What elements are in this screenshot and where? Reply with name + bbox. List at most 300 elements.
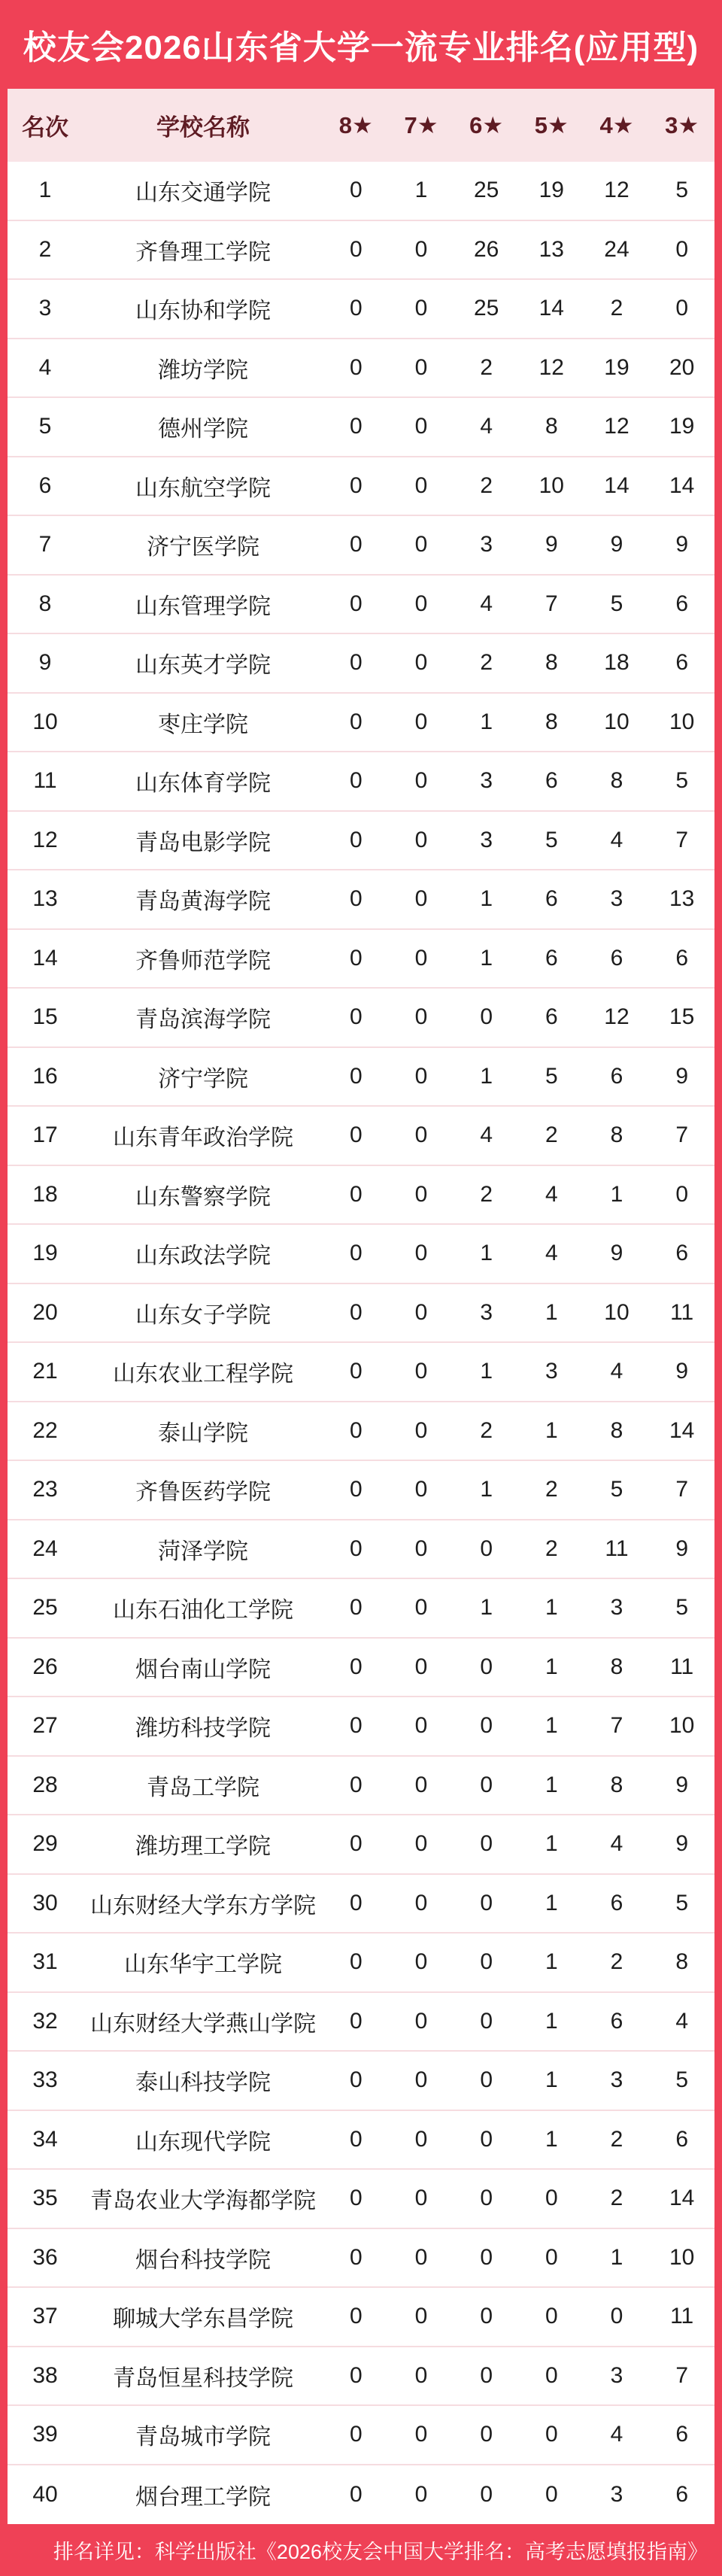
count-7star: 0 xyxy=(414,1654,428,1679)
table-row xyxy=(8,1815,714,1875)
rank-value: 20 xyxy=(32,1299,58,1325)
school-name: 枣庄学院 xyxy=(158,712,248,737)
count-3star: 6 xyxy=(675,650,688,676)
count-5star: 6 xyxy=(545,1004,558,1030)
count-8star: 0 xyxy=(349,414,363,439)
count-4star: 3 xyxy=(610,1595,623,1621)
count-3star: 7 xyxy=(675,827,688,852)
count-5star: 6 xyxy=(545,886,558,912)
table-row xyxy=(8,1166,714,1226)
count-5star: 0 xyxy=(545,2304,558,2329)
count-3star: 5 xyxy=(675,178,688,203)
table-row xyxy=(8,1225,714,1284)
count-7star: 0 xyxy=(414,2481,428,2507)
table-row xyxy=(8,162,714,221)
count-8star: 0 xyxy=(349,1122,363,1148)
school-name: 齐鲁理工学院 xyxy=(135,239,271,265)
count-7star: 0 xyxy=(414,236,428,262)
count-5star: 1 xyxy=(545,2008,558,2034)
count-3star: 7 xyxy=(675,1477,688,1502)
count-4star: 24 xyxy=(604,236,629,262)
count-3star: 14 xyxy=(669,2186,695,2211)
count-4star: 7 xyxy=(610,1713,623,1739)
count-5star: 1 xyxy=(545,1417,558,1443)
school-name: 山东协和学院 xyxy=(135,299,271,324)
column-header-6star: 6★ xyxy=(469,111,504,138)
count-8star: 0 xyxy=(349,1595,363,1621)
count-6star: 1 xyxy=(480,1241,493,1266)
table-row xyxy=(8,2406,714,2465)
count-7star: 0 xyxy=(414,768,428,794)
table-row xyxy=(8,752,714,812)
count-5star: 1 xyxy=(545,2126,558,2152)
count-6star: 26 xyxy=(473,236,499,262)
count-4star: 12 xyxy=(604,1004,629,1030)
count-3star: 9 xyxy=(675,1772,688,1797)
rank-value: 33 xyxy=(32,2067,58,2093)
school-name: 济宁学院 xyxy=(158,1066,248,1092)
count-7star: 0 xyxy=(414,1536,428,1561)
count-5star: 14 xyxy=(538,296,564,321)
school-name: 山东交通学院 xyxy=(135,181,271,206)
count-6star: 4 xyxy=(480,414,493,439)
count-8star: 0 xyxy=(349,709,363,734)
table-row xyxy=(8,2288,714,2347)
count-6star: 0 xyxy=(480,2067,493,2093)
count-6star: 4 xyxy=(480,591,493,616)
count-3star: 9 xyxy=(675,1063,688,1089)
school-name: 菏泽学院 xyxy=(158,1539,248,1564)
count-7star: 0 xyxy=(414,709,428,734)
count-7star: 1 xyxy=(414,178,428,203)
school-name: 聊城大学东昌学院 xyxy=(113,2307,293,2332)
school-name: 烟台南山学院 xyxy=(135,1657,271,1682)
count-7star: 0 xyxy=(414,296,428,321)
count-5star: 1 xyxy=(545,1772,558,1797)
count-3star: 5 xyxy=(675,1890,688,1915)
count-4star: 3 xyxy=(610,2067,623,2093)
rank-value: 39 xyxy=(32,2422,58,2447)
table-row xyxy=(8,280,714,339)
table-row xyxy=(8,1934,714,1993)
count-7star: 0 xyxy=(414,1831,428,1857)
rank-value: 21 xyxy=(32,1359,58,1384)
count-6star: 0 xyxy=(480,2008,493,2034)
rank-value: 2 xyxy=(38,236,52,262)
table-row xyxy=(8,1402,714,1462)
count-3star: 0 xyxy=(675,236,688,262)
table-row xyxy=(8,1757,714,1816)
count-4star: 2 xyxy=(610,1949,623,1975)
count-7star: 0 xyxy=(414,414,428,439)
count-8star: 0 xyxy=(349,2126,363,2152)
school-name: 泰山科技学院 xyxy=(135,2070,271,2096)
count-6star: 1 xyxy=(480,1063,493,1089)
count-6star: 4 xyxy=(480,1122,493,1148)
count-4star: 10 xyxy=(604,1299,629,1325)
count-4star: 10 xyxy=(604,709,629,734)
count-7star: 0 xyxy=(414,2304,428,2329)
count-8star: 0 xyxy=(349,2304,363,2329)
count-7star: 0 xyxy=(414,1713,428,1739)
count-8star: 0 xyxy=(349,2067,363,2093)
count-4star: 4 xyxy=(610,1831,623,1857)
school-name: 青岛滨海学院 xyxy=(135,1007,271,1033)
count-8star: 0 xyxy=(349,1713,363,1739)
count-8star: 0 xyxy=(349,827,363,852)
count-5star: 8 xyxy=(545,650,558,676)
table-row xyxy=(8,930,714,989)
count-7star: 0 xyxy=(414,1595,428,1621)
count-8star: 0 xyxy=(349,1949,363,1975)
count-8star: 0 xyxy=(349,1477,363,1502)
rank-value: 30 xyxy=(32,1890,58,1915)
school-name: 青岛恒星科技学院 xyxy=(113,2365,293,2391)
rank-value: 1 xyxy=(38,178,52,203)
school-name: 潍坊学院 xyxy=(158,357,248,383)
school-name: 齐鲁师范学院 xyxy=(135,948,271,974)
rank-value: 29 xyxy=(32,1831,58,1857)
table-row xyxy=(8,339,714,399)
count-8star: 0 xyxy=(349,2481,363,2507)
count-4star: 5 xyxy=(610,591,623,616)
school-name: 山东青年政治学院 xyxy=(113,1125,293,1151)
count-7star: 0 xyxy=(414,1122,428,1148)
count-6star: 3 xyxy=(480,768,493,794)
count-8star: 0 xyxy=(349,1004,363,1030)
rank-value: 26 xyxy=(32,1654,58,1679)
count-7star: 0 xyxy=(414,2244,428,2270)
rank-value: 40 xyxy=(32,2481,58,2507)
count-6star: 3 xyxy=(480,827,493,852)
column-header-4star: 4★ xyxy=(599,111,634,138)
count-7star: 0 xyxy=(414,827,428,852)
count-8star: 0 xyxy=(349,1890,363,1915)
school-name: 齐鲁医药学院 xyxy=(135,1480,271,1505)
page-title: 校友会2026山东省大学一流专业排名(应用型) xyxy=(23,29,699,66)
count-6star: 2 xyxy=(480,1181,493,1207)
school-name: 山东华宇工学院 xyxy=(124,1952,282,1978)
rank-value: 3 xyxy=(38,296,52,321)
count-5star: 2 xyxy=(545,1536,558,1561)
table-row xyxy=(8,1107,714,1166)
count-6star: 25 xyxy=(473,178,499,203)
rank-value: 13 xyxy=(32,886,58,912)
count-8star: 0 xyxy=(349,1417,363,1443)
count-4star: 8 xyxy=(610,1417,623,1443)
count-6star: 1 xyxy=(480,1595,493,1621)
count-8star: 0 xyxy=(349,472,363,498)
table-row xyxy=(8,989,714,1048)
count-6star: 0 xyxy=(480,1654,493,1679)
rank-value: 31 xyxy=(32,1949,58,1975)
count-4star: 0 xyxy=(610,2304,623,2329)
school-name: 山东农业工程学院 xyxy=(113,1362,293,1387)
count-5star: 1 xyxy=(545,1831,558,1857)
count-8star: 0 xyxy=(349,1654,363,1679)
count-6star: 1 xyxy=(480,709,493,734)
rank-value: 9 xyxy=(38,650,52,676)
school-name: 青岛农业大学海都学院 xyxy=(90,2189,316,2214)
table-row xyxy=(8,1993,714,2052)
rank-value: 36 xyxy=(32,2244,58,2270)
count-3star: 0 xyxy=(675,1181,688,1207)
count-7star: 0 xyxy=(414,354,428,380)
rank-value: 12 xyxy=(32,827,58,852)
count-5star: 8 xyxy=(545,414,558,439)
count-6star: 0 xyxy=(480,2244,493,2270)
count-3star: 20 xyxy=(669,354,695,380)
count-8star: 0 xyxy=(349,886,363,912)
count-3star: 9 xyxy=(675,1536,688,1561)
count-4star: 12 xyxy=(604,414,629,439)
count-6star: 0 xyxy=(480,2422,493,2447)
count-7star: 0 xyxy=(414,2008,428,2034)
count-8star: 0 xyxy=(349,1181,363,1207)
count-7star: 0 xyxy=(414,2067,428,2093)
count-3star: 6 xyxy=(675,2481,688,2507)
count-5star: 0 xyxy=(545,2422,558,2447)
count-8star: 0 xyxy=(349,1831,363,1857)
rank-value: 27 xyxy=(32,1713,58,1739)
count-7star: 0 xyxy=(414,1241,428,1266)
rank-value: 19 xyxy=(32,1241,58,1266)
count-5star: 8 xyxy=(545,709,558,734)
rank-value: 6 xyxy=(38,472,52,498)
column-header-5star: 5★ xyxy=(534,111,569,138)
rank-value: 37 xyxy=(32,2304,58,2329)
rank-value: 7 xyxy=(38,532,52,557)
table-row xyxy=(8,1461,714,1520)
school-name: 山东石油化工学院 xyxy=(113,1598,293,1624)
school-name: 德州学院 xyxy=(158,417,248,442)
count-5star: 5 xyxy=(545,1063,558,1089)
count-7star: 0 xyxy=(414,650,428,676)
school-name: 烟台理工学院 xyxy=(135,2484,271,2510)
count-5star: 9 xyxy=(545,532,558,557)
count-5star: 2 xyxy=(545,1122,558,1148)
count-8star: 0 xyxy=(349,591,363,616)
count-7star: 0 xyxy=(414,1004,428,1030)
rank-value: 22 xyxy=(32,1417,58,1443)
count-8star: 0 xyxy=(349,236,363,262)
count-3star: 15 xyxy=(669,1004,695,1030)
count-3star: 14 xyxy=(669,472,695,498)
count-3star: 7 xyxy=(675,1122,688,1148)
rank-value: 4 xyxy=(38,354,52,380)
rank-value: 11 xyxy=(33,768,57,794)
count-6star: 0 xyxy=(480,2186,493,2211)
count-5star: 1 xyxy=(545,1595,558,1621)
count-5star: 6 xyxy=(545,768,558,794)
table-row xyxy=(8,516,714,576)
count-4star: 12 xyxy=(604,178,629,203)
count-3star: 9 xyxy=(675,1359,688,1384)
table-row xyxy=(8,2052,714,2111)
count-7star: 0 xyxy=(414,1063,428,1089)
count-4star: 3 xyxy=(610,2362,623,2388)
rank-value: 16 xyxy=(32,1063,58,1089)
count-3star: 9 xyxy=(675,1831,688,1857)
count-8star: 0 xyxy=(349,945,363,971)
count-4star: 1 xyxy=(610,2244,623,2270)
count-3star: 4 xyxy=(675,2008,688,2034)
school-name: 山东财经大学燕山学院 xyxy=(90,2011,316,2037)
rank-value: 25 xyxy=(32,1595,58,1621)
count-6star: 0 xyxy=(480,2304,493,2329)
count-6star: 1 xyxy=(480,1477,493,1502)
school-name: 烟台科技学院 xyxy=(135,2247,271,2273)
school-name: 山东警察学院 xyxy=(135,1184,271,1210)
table-row xyxy=(8,1697,714,1757)
count-6star: 0 xyxy=(480,2126,493,2152)
count-3star: 5 xyxy=(675,1595,688,1621)
count-4star: 3 xyxy=(610,886,623,912)
count-5star: 4 xyxy=(545,1181,558,1207)
rank-value: 10 xyxy=(32,709,58,734)
count-3star: 6 xyxy=(675,2126,688,2152)
table-row xyxy=(8,398,714,457)
table-row xyxy=(8,1579,714,1639)
count-5star: 1 xyxy=(545,1949,558,1975)
rank-value: 38 xyxy=(32,2362,58,2388)
count-7star: 0 xyxy=(414,2186,428,2211)
count-5star: 5 xyxy=(545,827,558,852)
ranking-table xyxy=(8,89,714,2524)
count-6star: 2 xyxy=(480,650,493,676)
rank-value: 35 xyxy=(32,2186,58,2211)
count-7star: 0 xyxy=(414,2422,428,2447)
count-4star: 8 xyxy=(610,1654,623,1679)
count-3star: 0 xyxy=(675,296,688,321)
table-body xyxy=(8,162,714,2524)
table-row xyxy=(8,1520,714,1580)
count-6star: 3 xyxy=(480,532,493,557)
count-4star: 1 xyxy=(610,1181,623,1207)
table-row xyxy=(8,576,714,635)
table-row xyxy=(8,870,714,930)
school-name: 山东航空学院 xyxy=(135,475,271,501)
count-5star: 19 xyxy=(538,178,564,203)
count-8star: 0 xyxy=(349,296,363,321)
count-4star: 19 xyxy=(604,354,629,380)
count-5star: 0 xyxy=(545,2481,558,2507)
count-5star: 1 xyxy=(545,1890,558,1915)
count-7star: 0 xyxy=(414,591,428,616)
rank-value: 34 xyxy=(32,2126,58,2152)
table-row xyxy=(8,694,714,753)
count-3star: 10 xyxy=(669,2244,695,2270)
school-name: 青岛工学院 xyxy=(147,1775,259,1800)
count-4star: 8 xyxy=(610,1122,623,1148)
count-8star: 0 xyxy=(349,2244,363,2270)
school-name: 山东英才学院 xyxy=(135,653,271,679)
rank-value: 18 xyxy=(32,1181,58,1207)
school-name: 潍坊科技学院 xyxy=(135,1716,271,1742)
column-header-7star: 7★ xyxy=(404,111,438,138)
count-4star: 8 xyxy=(610,1772,623,1797)
table-row xyxy=(8,1639,714,1698)
count-8star: 0 xyxy=(349,1063,363,1089)
count-5star: 1 xyxy=(545,1713,558,1739)
table-row xyxy=(8,2465,714,2525)
count-5star: 12 xyxy=(538,354,564,380)
count-8star: 0 xyxy=(349,178,363,203)
count-7star: 0 xyxy=(414,886,428,912)
count-6star: 1 xyxy=(480,1359,493,1384)
count-3star: 14 xyxy=(669,1417,695,1443)
count-6star: 0 xyxy=(480,1831,493,1857)
school-name: 山东体育学院 xyxy=(135,771,271,797)
school-name: 泰山学院 xyxy=(158,1420,248,1446)
count-6star: 0 xyxy=(480,2362,493,2388)
count-6star: 25 xyxy=(473,296,499,321)
rank-value: 15 xyxy=(32,1004,58,1030)
count-3star: 5 xyxy=(675,2067,688,2093)
count-3star: 19 xyxy=(669,414,695,439)
count-3star: 11 xyxy=(670,1654,694,1679)
column-header-rank: 名次 xyxy=(22,114,68,141)
count-6star: 0 xyxy=(480,2481,493,2507)
count-5star: 2 xyxy=(545,1477,558,1502)
count-7star: 0 xyxy=(414,1477,428,1502)
count-3star: 10 xyxy=(669,1713,695,1739)
count-3star: 11 xyxy=(670,1299,694,1325)
count-8star: 0 xyxy=(349,1359,363,1384)
count-6star: 0 xyxy=(480,1536,493,1561)
count-4star: 6 xyxy=(610,1063,623,1089)
count-7star: 0 xyxy=(414,472,428,498)
count-4star: 3 xyxy=(610,2481,623,2507)
column-header-school: 学校名称 xyxy=(156,114,250,141)
table-row xyxy=(8,812,714,871)
count-3star: 9 xyxy=(675,532,688,557)
count-4star: 4 xyxy=(610,2422,623,2447)
school-name: 山东管理学院 xyxy=(135,594,271,619)
column-header-8star: 8★ xyxy=(338,111,373,138)
count-5star: 4 xyxy=(545,1241,558,1266)
count-4star: 6 xyxy=(610,1890,623,1915)
count-5star: 10 xyxy=(538,472,564,498)
count-7star: 0 xyxy=(414,1772,428,1797)
table-row xyxy=(8,634,714,694)
count-7star: 0 xyxy=(414,1359,428,1384)
count-4star: 5 xyxy=(610,1477,623,1502)
rank-value: 8 xyxy=(38,591,52,616)
rank-value: 14 xyxy=(32,945,58,971)
count-4star: 9 xyxy=(610,532,623,557)
count-5star: 0 xyxy=(545,2244,558,2270)
school-name: 青岛黄海学院 xyxy=(135,889,271,915)
rank-value: 28 xyxy=(32,1772,58,1797)
rank-value: 5 xyxy=(38,414,52,439)
count-4star: 2 xyxy=(610,2126,623,2152)
count-6star: 0 xyxy=(480,1949,493,1975)
count-6star: 1 xyxy=(480,945,493,971)
count-6star: 2 xyxy=(480,472,493,498)
table-row xyxy=(8,1048,714,1107)
table-row xyxy=(8,1343,714,1402)
count-4star: 6 xyxy=(610,945,623,971)
count-5star: 0 xyxy=(545,2362,558,2388)
count-8star: 0 xyxy=(349,1772,363,1797)
count-5star: 6 xyxy=(545,945,558,971)
count-8star: 0 xyxy=(349,1536,363,1561)
count-7star: 0 xyxy=(414,1949,428,1975)
school-name: 山东女子学院 xyxy=(135,1302,271,1328)
count-6star: 0 xyxy=(480,1713,493,1739)
rank-value: 23 xyxy=(32,1477,58,1502)
